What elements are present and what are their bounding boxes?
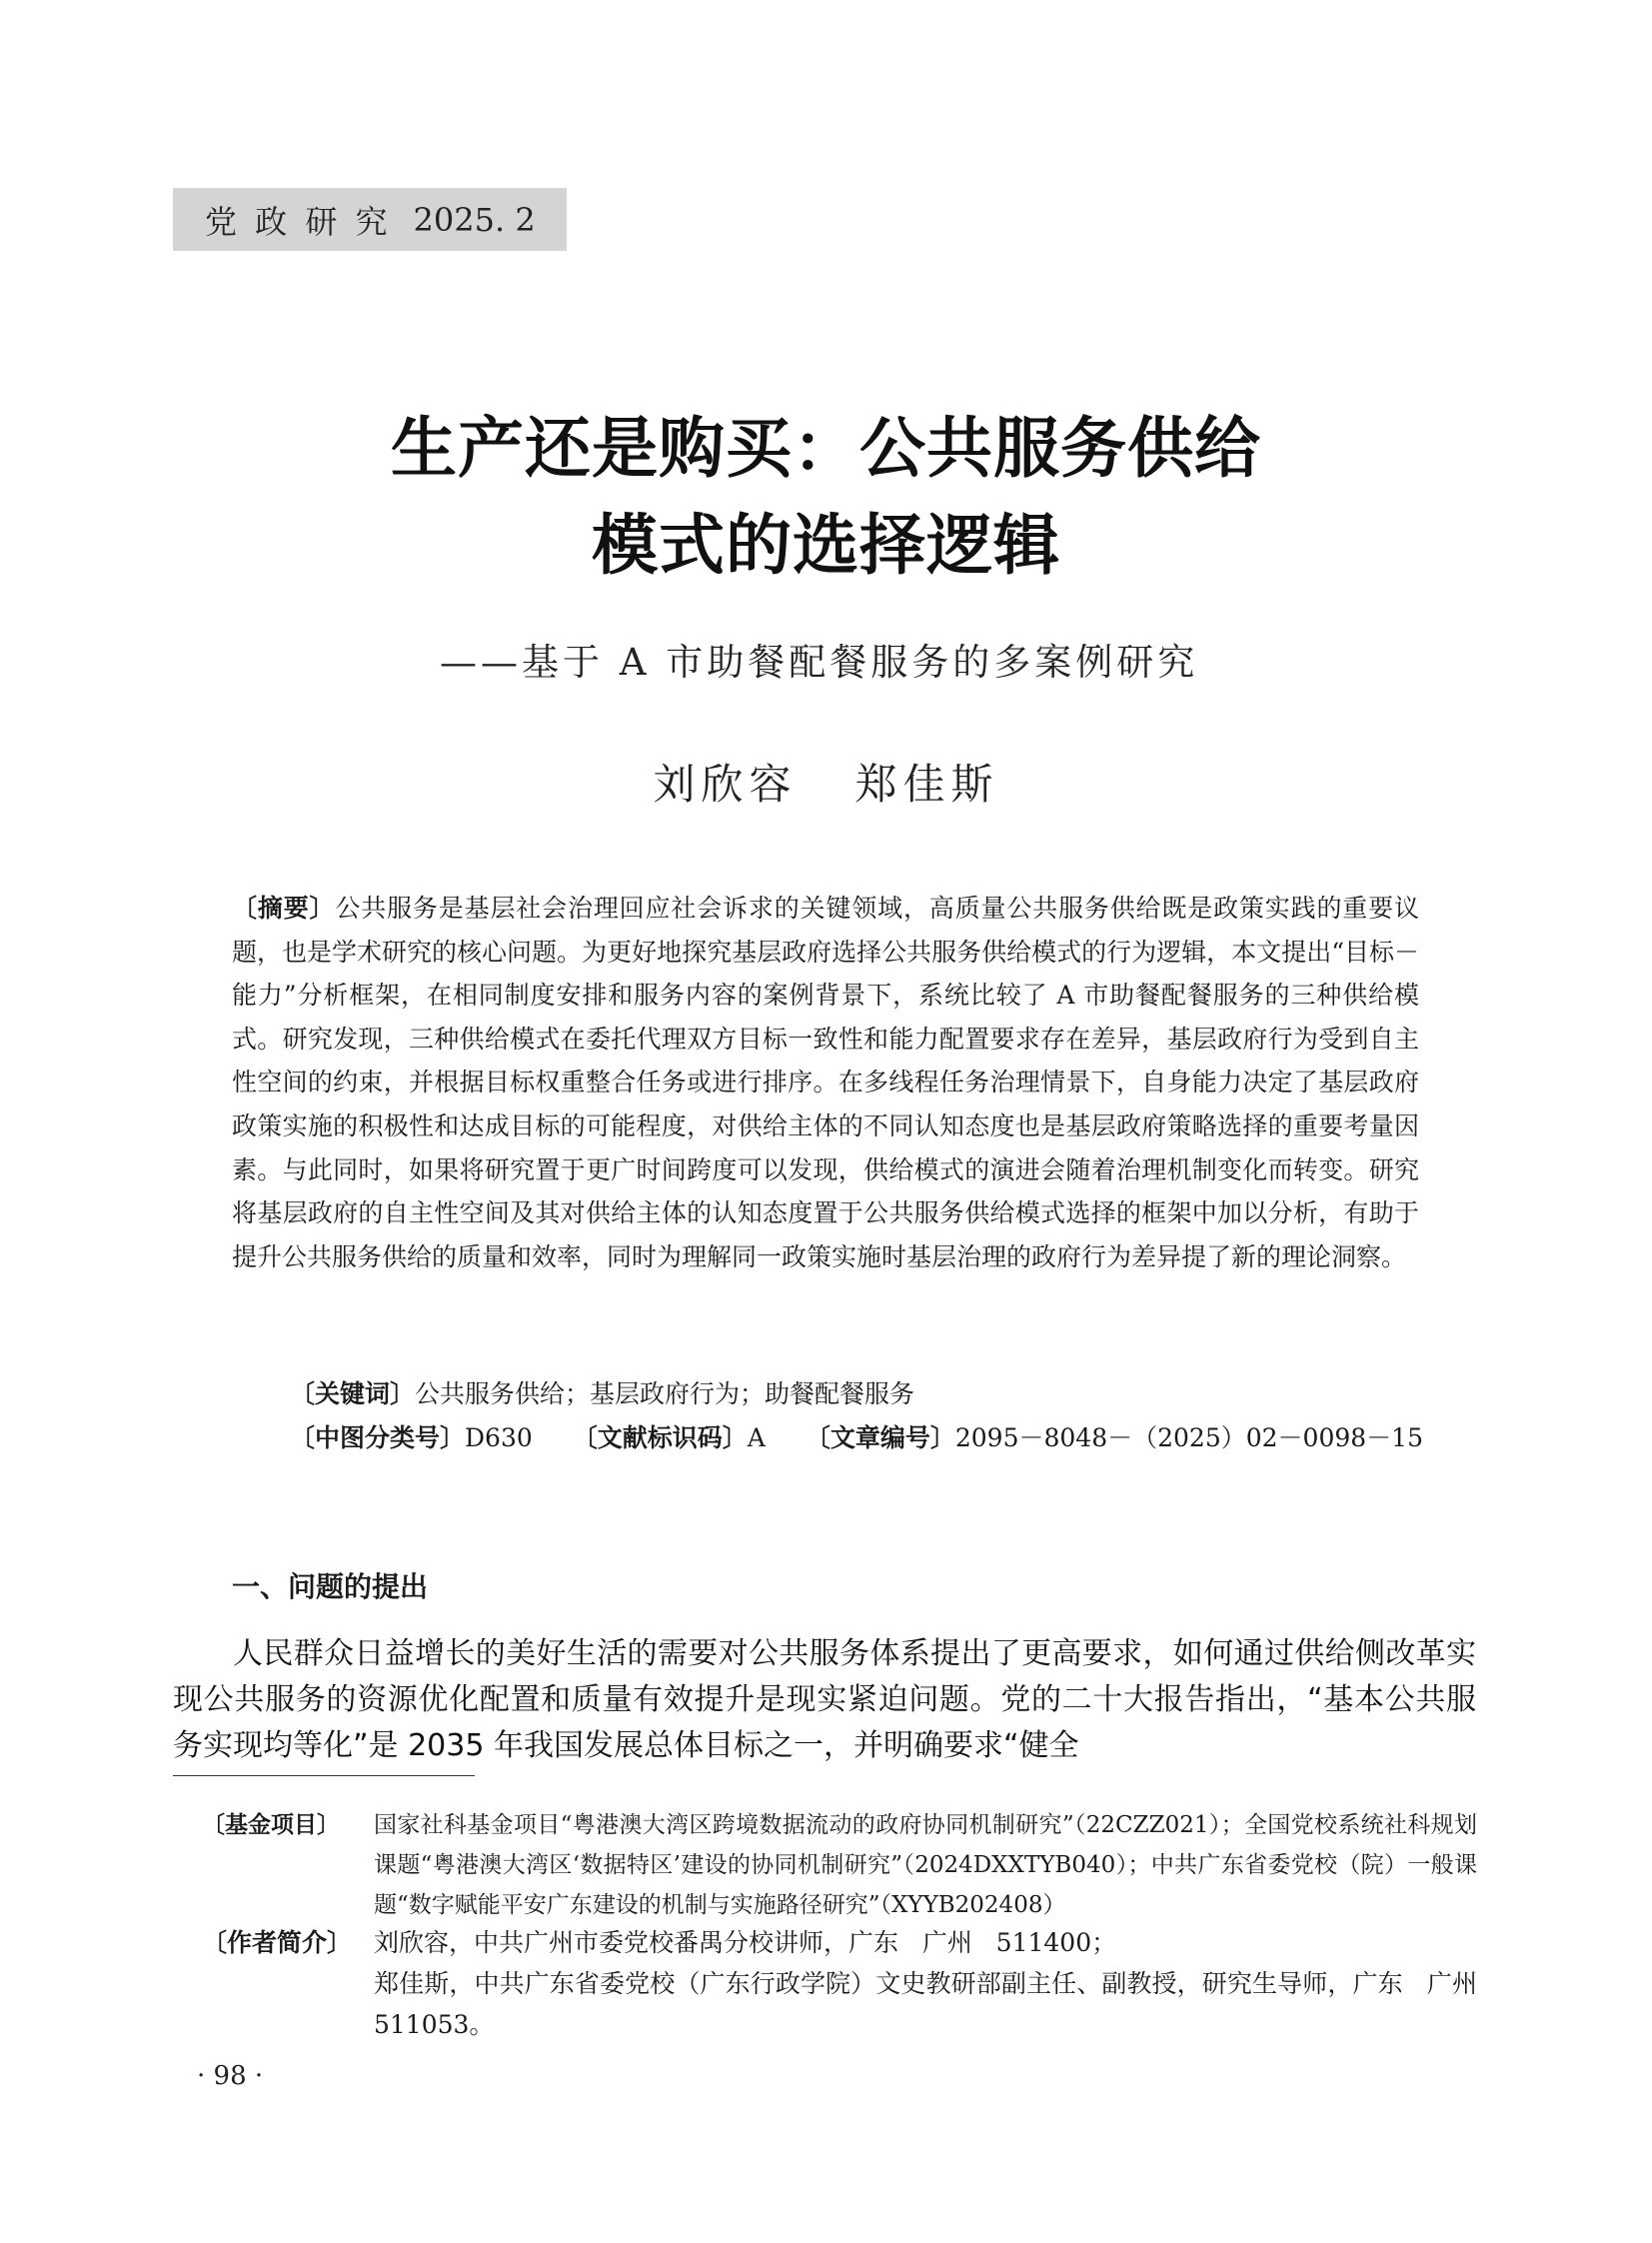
abstract bbox=[232, 887, 1419, 1278]
abstract-text: 公共服务是基层社会治理回应社会诉求的关键领域，高质量公共服务供给既是政策实践的重要议题，也是学术研究的核心问题。为更好地探究基层政府选择公共服务供给模式的行为逻辑，本文提出“目标－能力”分析框架，在相同制度安排和服务内容的案例背景下，系统比较了 A 市助餐配餐服务的三种供给模式。研究发现，三种供给模式在委托代理双方目标一致性和能力配置要求存在差异，基层政府行为受到自主性空间的约束，并根据目标权重整合任务或进行排序。在多线程任务治理情景下，自身能力决定了基层政府政策实施的积极性和达成目标的可能程度，对供给主体的不同认知态度也是基层政府策略选择的重要考量因素。与此同时，如果将研究置于更广时间跨度可以发现，供给模式的演进会随着治理机制变化而转变。研究将基层政府的自主性空间及其对供给主体的认知态度置于公共服务供给模式选择的框架中加以分析，有助于提升公共服务供给的质量和效率，同时为理解同一政策实施时基层治理的政府行为差异提了新的理论洞察。 bbox=[232, 894, 1419, 1271]
article-title-line-2: 模式的选择逻辑 bbox=[592, 507, 1060, 584]
journal-name: 党 政 研 究 bbox=[205, 202, 392, 241]
author-bio-line-2: 郑佳斯，中共广东省委党校（广东行政学院）文史教研部副主任、副教授，研究生导师，广东 广州 511053。 bbox=[374, 1969, 1501, 2039]
clc-label: 〔中图分类号〕 bbox=[290, 1423, 466, 1452]
article-number-label: 〔文章编号〕 bbox=[805, 1423, 955, 1452]
abstract-label: 〔摘要〕 bbox=[232, 894, 336, 923]
article-title-line-1: 生产还是购买：公共服务供给 bbox=[391, 410, 1261, 487]
body-paragraph: 人民群众日益增长的美好生活的需要对公共服务体系提出了更高要求，如何通过供给侧改革实现公共服务的资源优化配置和质量有效提升是现实紧迫问题。党的二十大报告指出，“基本公共服务实现均等化”是 2035 年我国发展总体目标之一，并明确要求“健全 bbox=[173, 1636, 1476, 1763]
footnote-fund bbox=[202, 1805, 1477, 1925]
fund-label: 〔基金项目〕 bbox=[202, 1812, 340, 1838]
page-number: · 98 · bbox=[197, 2061, 264, 2091]
doc-code-value: A bbox=[747, 1423, 766, 1452]
footnote-author bbox=[202, 1922, 1501, 2045]
clc-value: D630 bbox=[465, 1423, 533, 1452]
journal-header-tag bbox=[173, 188, 567, 251]
author-label: 〔作者简介〕 bbox=[202, 1928, 353, 1957]
author-bio bbox=[374, 1922, 1501, 2045]
author-bio-line-1: 刘欣容，中共广州市委党校番禺分校讲师，广东 广州 511400； bbox=[374, 1928, 1117, 1957]
section-heading: 一、问题的提出 bbox=[232, 1570, 429, 1603]
journal-issue: 2025. 2 bbox=[413, 200, 536, 239]
article-subtitle: ——基于 A 市助餐配餐服务的多案例研究 bbox=[440, 641, 1199, 684]
article-title bbox=[0, 400, 1652, 594]
article-authors: 刘欣容 郑佳斯 bbox=[653, 760, 999, 809]
footnote-divider bbox=[173, 1775, 475, 1776]
classification-line bbox=[290, 1418, 1423, 1454]
keywords bbox=[290, 1374, 914, 1410]
keywords-text: 公共服务供给；基层政府行为；助餐配餐服务 bbox=[415, 1379, 915, 1408]
article-number-value: 2095－8048－（2025）02－0098－15 bbox=[954, 1423, 1423, 1452]
keywords-label: 〔关键词〕 bbox=[290, 1379, 416, 1408]
doc-code-label: 〔文献标识码〕 bbox=[572, 1423, 748, 1452]
fund-text: 国家社科基金项目“粤港澳大湾区跨境数据流动的政府协同机制研究”（22CZZ021）；全国党校系统社科规划课题“粤港澳大湾区‘数据特区’建设的协同机制研究”（2024DXXTYB040）；中共广东省委党校（院）一般课题“数字赋能平安广东建设的机制与实施路径研究”（XYYB202408） bbox=[374, 1812, 1477, 1918]
